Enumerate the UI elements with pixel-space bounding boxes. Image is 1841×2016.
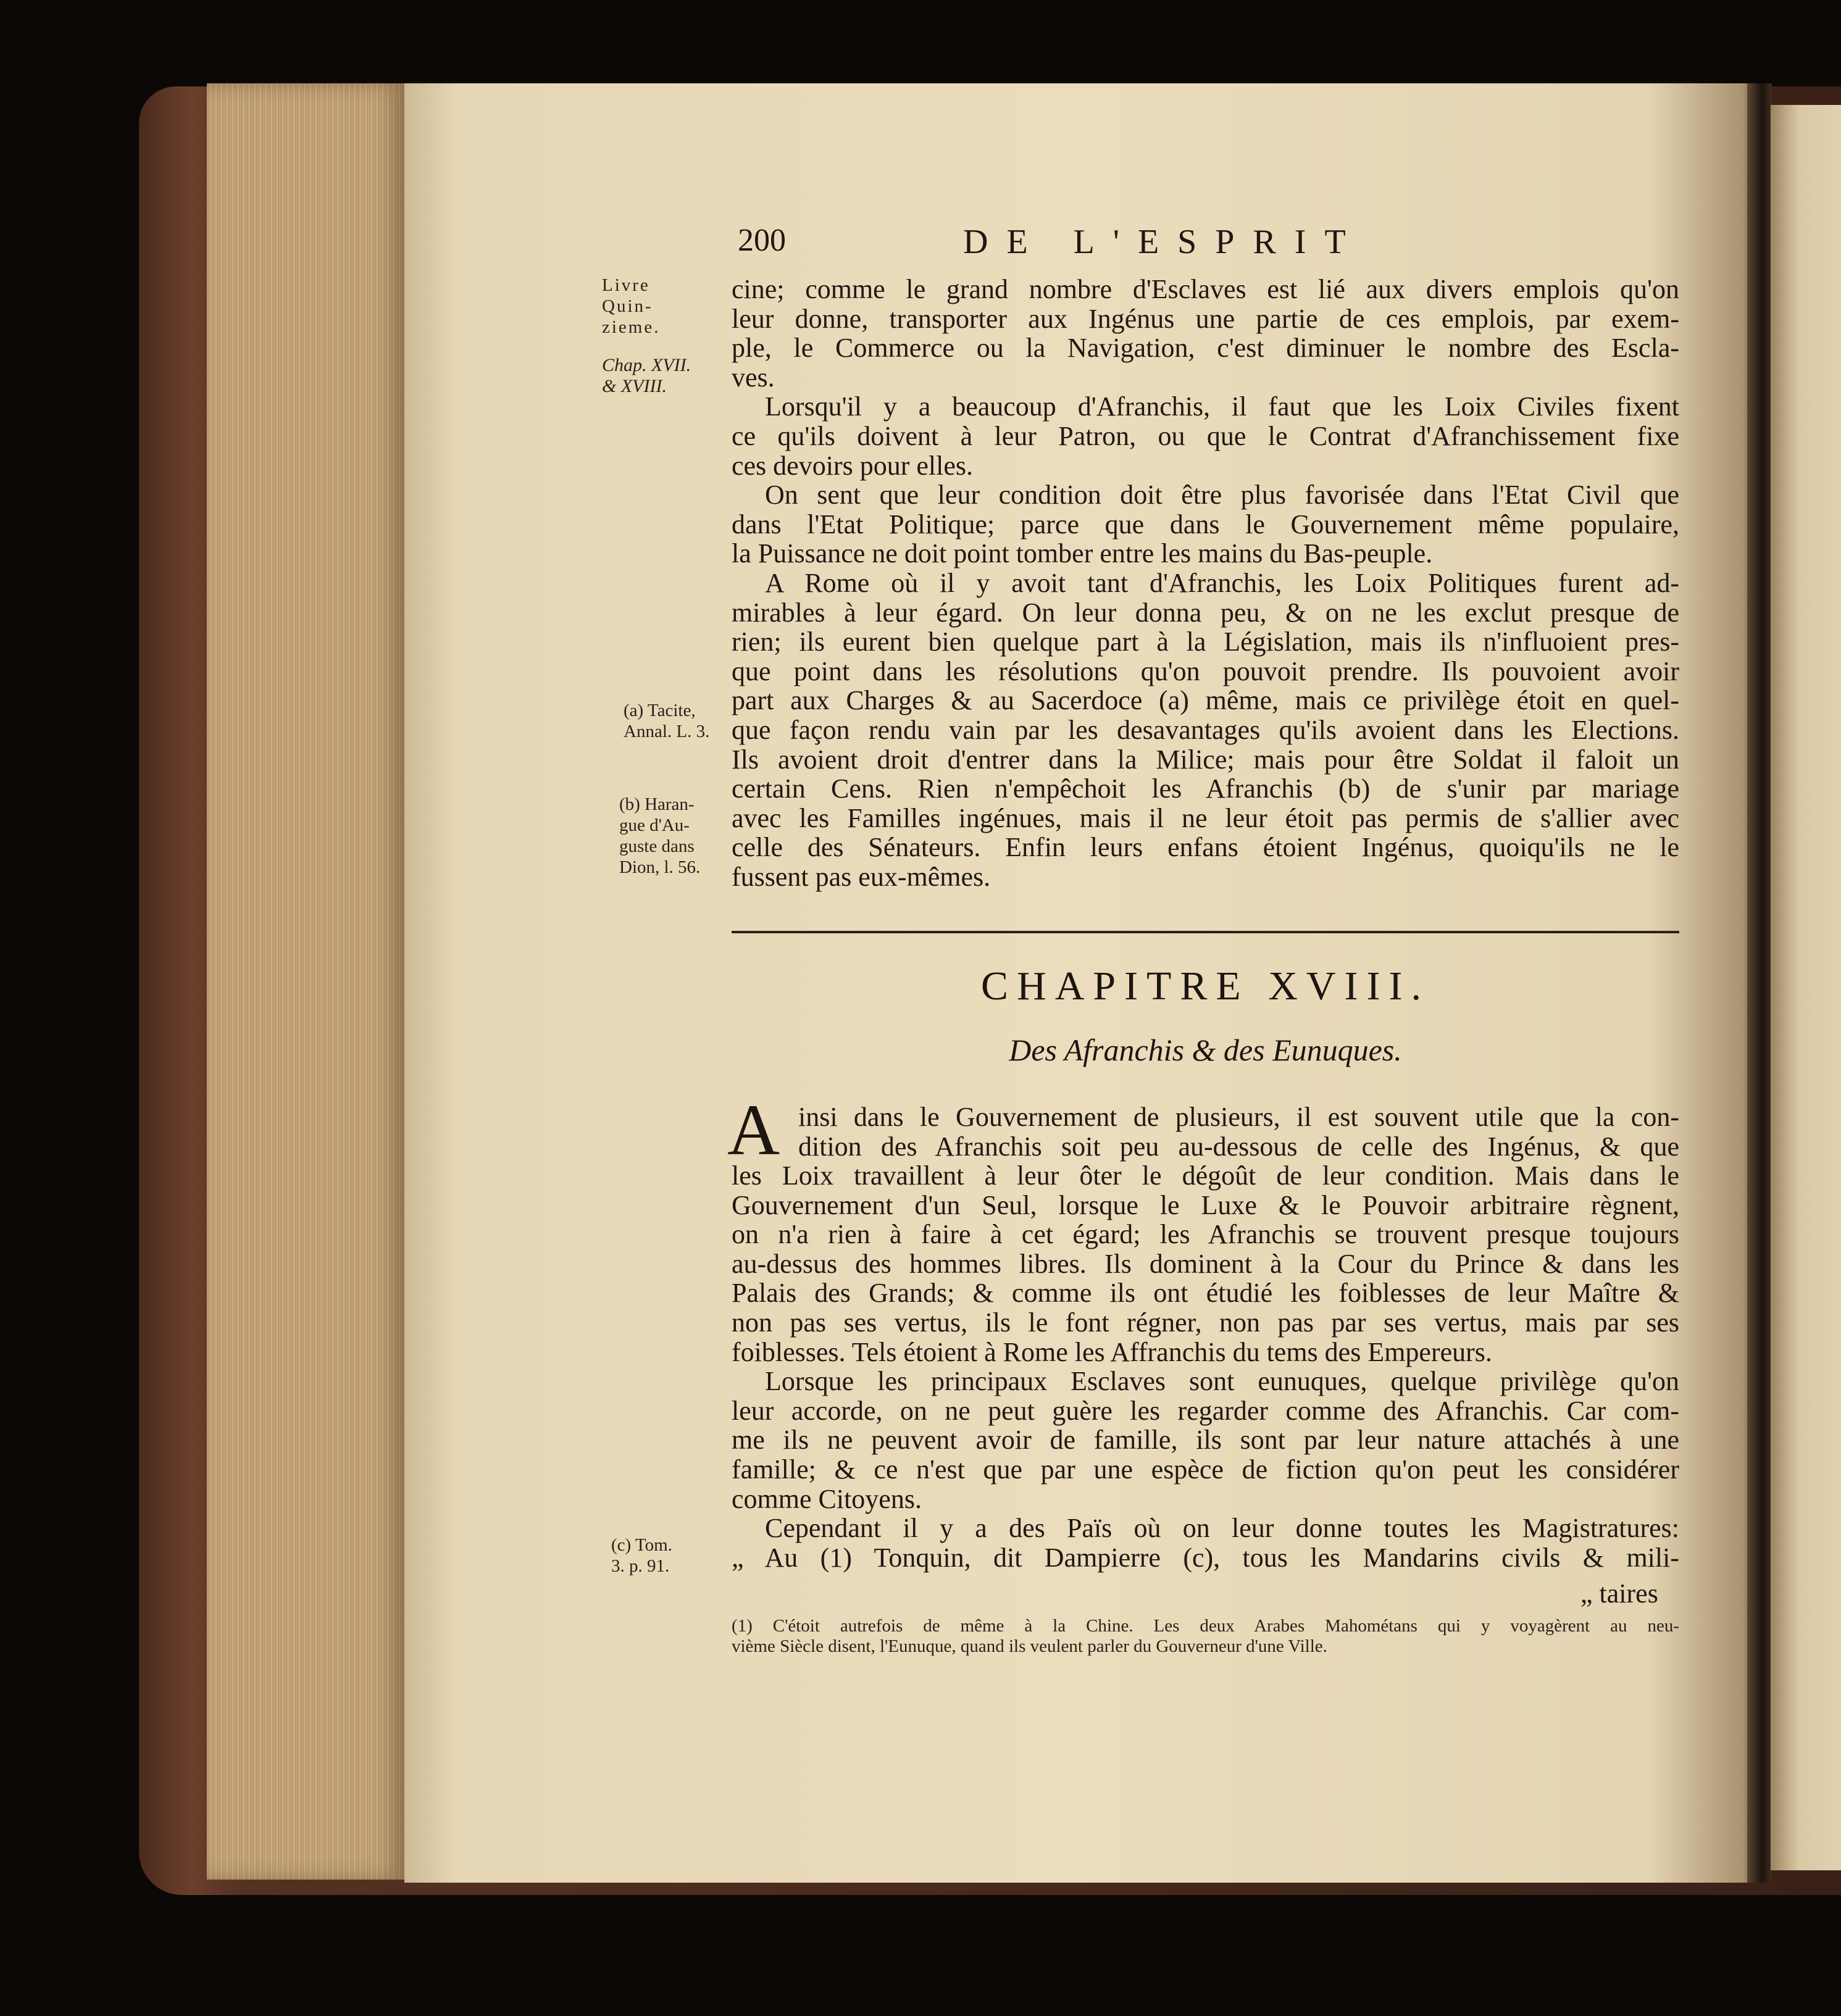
sidenote-line: (c) Tom.: [611, 1535, 672, 1555]
chapter-rule: [732, 931, 1679, 933]
section1-text: [732, 275, 1679, 891]
text-line: foiblesses. Tels étoient à Rome les Affranchis du tems des Empereurs.: [732, 1336, 1492, 1367]
text-line: me ils ne peuvent avoir de famille, ils sont par leur nature attachés à une: [732, 1425, 1679, 1456]
footnote-line: vième Siècle disent, l'Eunuque, quand ils veulent parler du Gouverneur d'une Ville.: [732, 1636, 1327, 1656]
text-line: ple, le Commerce ou la Navigation, c'est diminuer le nombre des Escla-: [732, 333, 1679, 364]
page-number: 200: [738, 223, 786, 258]
sidenote-line: 3. p. 91.: [611, 1556, 670, 1576]
text-line: certain Cens. Rien n'empêchoit les Afranchis (b) de s'unir par mariage: [732, 773, 1679, 804]
text-line: „ Au (1) Tonquin, dit Dampierre (c), tous les Mandarins civils & mili-: [732, 1542, 1679, 1573]
sidenote-a: [624, 700, 728, 742]
text-line: Palais des Grands; & comme ils ont étudié les foiblesses de leur Maître &: [732, 1278, 1679, 1309]
text-line: cine; comme le grand nombre d'Esclaves est lié aux divers emplois qu'on: [732, 274, 1679, 304]
sidenote-line: Quin-: [602, 296, 653, 316]
sidenote-c: [611, 1535, 725, 1577]
text-line: la Puissance ne doit point tomber entre les mains du Bas-peuple.: [732, 538, 1433, 569]
running-head: DE L'ESPRIT: [963, 223, 1364, 261]
text-line: Gouvernement d'un Seul, lorsque le Luxe & le Pouvoir arbitraire règnent,: [732, 1189, 1679, 1220]
text-line: celle des Sénateurs. Enfin leurs enfans étoient Ingénus, quoiqu'ils ne le: [732, 832, 1679, 863]
sidenote-line: zieme.: [602, 317, 661, 337]
text-line: On sent que leur condition doit être plus favorisée dans l'Etat Civil que: [765, 480, 1679, 510]
right-page-edge: [1771, 105, 1841, 1870]
text-line: Cependant il y a des Païs où on leur donne toutes les Magistratures:: [765, 1513, 1679, 1544]
text-line: les Loix travaillent à leur ôter le dégoût de leur condition. Mais dans le: [732, 1160, 1679, 1191]
text-line: dans l'Etat Politique; parce que dans le Gouvernement même populaire,: [732, 509, 1679, 539]
text-line: dition des Afranchis soit peu au-dessous de celle des Ingénus, & que: [798, 1131, 1679, 1162]
sidenote-line: (a) Tacite,: [624, 701, 696, 720]
text-line: famille; & ce n'est que par une espèce de fiction qu'on peut les considérer: [732, 1454, 1679, 1485]
text-line: ces devoirs pour elles.: [732, 450, 973, 481]
sidenote-chapter: [602, 355, 725, 397]
sidenote-line: & XVIII.: [602, 376, 667, 396]
text-line: rien; ils eurent bien quelque part à la Législation, mais ils n'influoient pres-: [732, 627, 1679, 657]
text-line: ce qu'ils doivent à leur Patron, ou que le Contrat d'Afranchissement fixe: [732, 420, 1679, 451]
text-line: que façon rendu vain par les desavantages qu'ils avoient dans les Elections.: [732, 714, 1679, 745]
page-edges: [207, 83, 404, 1880]
text-line: insi dans le Gouvernement de plusieurs, il est souvent utile que la con-: [798, 1102, 1679, 1132]
chapter-subtitle: Des Afranchis & des Eunuques.: [1009, 1033, 1402, 1067]
catch-word: „ taires: [1580, 1578, 1658, 1609]
text-line: non pas ses vertus, ils le font régner, non pas par ses vertus, mais par ses: [732, 1307, 1679, 1338]
text-line: avec les Familles ingénues, mais il ne leur étoit pas permis de s'allier avec: [732, 802, 1679, 833]
text-line: mirables à leur égard. On leur donna peu, & on ne les exclut presque de: [732, 597, 1679, 628]
sidenote-line: Dion, l. 56.: [619, 857, 701, 877]
sidenote-line: gue d'Au-: [619, 815, 690, 835]
footnote-line: (1) C'étoit autrefois de même à la Chine. Les deux Arabes Mahométans qui y voyagèrent au neu-: [732, 1616, 1679, 1636]
sidenote-line: Annal. L. 3.: [624, 722, 710, 741]
sidenote-line: Chap. XVII.: [602, 355, 691, 375]
text-line: on n'a rien à faire à cet égard; les Afranchis se trouvent presque toujours: [732, 1219, 1679, 1250]
text-line: part aux Charges & au Sacerdoce (a) même, mais ce privilège étoit en quel-: [732, 685, 1679, 716]
drop-cap: A: [727, 1089, 780, 1170]
book-gutter: [1747, 83, 1772, 1883]
sidenote-line: (b) Haran-: [619, 794, 695, 814]
drop-cap-lines: [798, 1102, 1679, 1161]
text-line: au-dessus des hommes libres. Ils dominent à la Cour du Prince & dans les: [732, 1248, 1679, 1279]
text-line: leur accorde, on ne peut guère les regarder comme des Afranchis. Car com-: [732, 1395, 1679, 1426]
text-line: fussent pas eux-mêmes.: [732, 861, 991, 892]
text-line: Ils avoient droit d'entrer dans la Milice; mais pour être Soldat il faloit un: [732, 744, 1679, 775]
chapter-title: CHAPITRE XVIII.: [981, 964, 1430, 1009]
sidenote-b: [619, 794, 727, 878]
text-line: leur donne, transporter aux Ingénus une partie de ces emplois, par exem-: [732, 303, 1679, 334]
section2-text: [732, 1161, 1679, 1572]
sidenote-line: guste dans: [619, 836, 695, 856]
text-line: Lorsque les principaux Esclaves sont eunuques, quelque privilège qu'on: [765, 1366, 1679, 1397]
text-line: A Rome où il y avoit tant d'Afranchis, les Loix Politiques furent ad-: [765, 567, 1679, 598]
text-line: que point dans les résolutions qu'on pouvoit prendre. Ils pouvoient avoir: [732, 656, 1679, 686]
text-line: ves.: [732, 362, 775, 393]
sidenote-line: Livre: [602, 275, 650, 295]
text-line: Lorsqu'il y a beaucoup d'Afranchis, il faut que les Loix Civiles fixent: [765, 391, 1679, 422]
sidenote-livre: [602, 275, 725, 338]
text-line: comme Citoyens.: [732, 1483, 922, 1514]
